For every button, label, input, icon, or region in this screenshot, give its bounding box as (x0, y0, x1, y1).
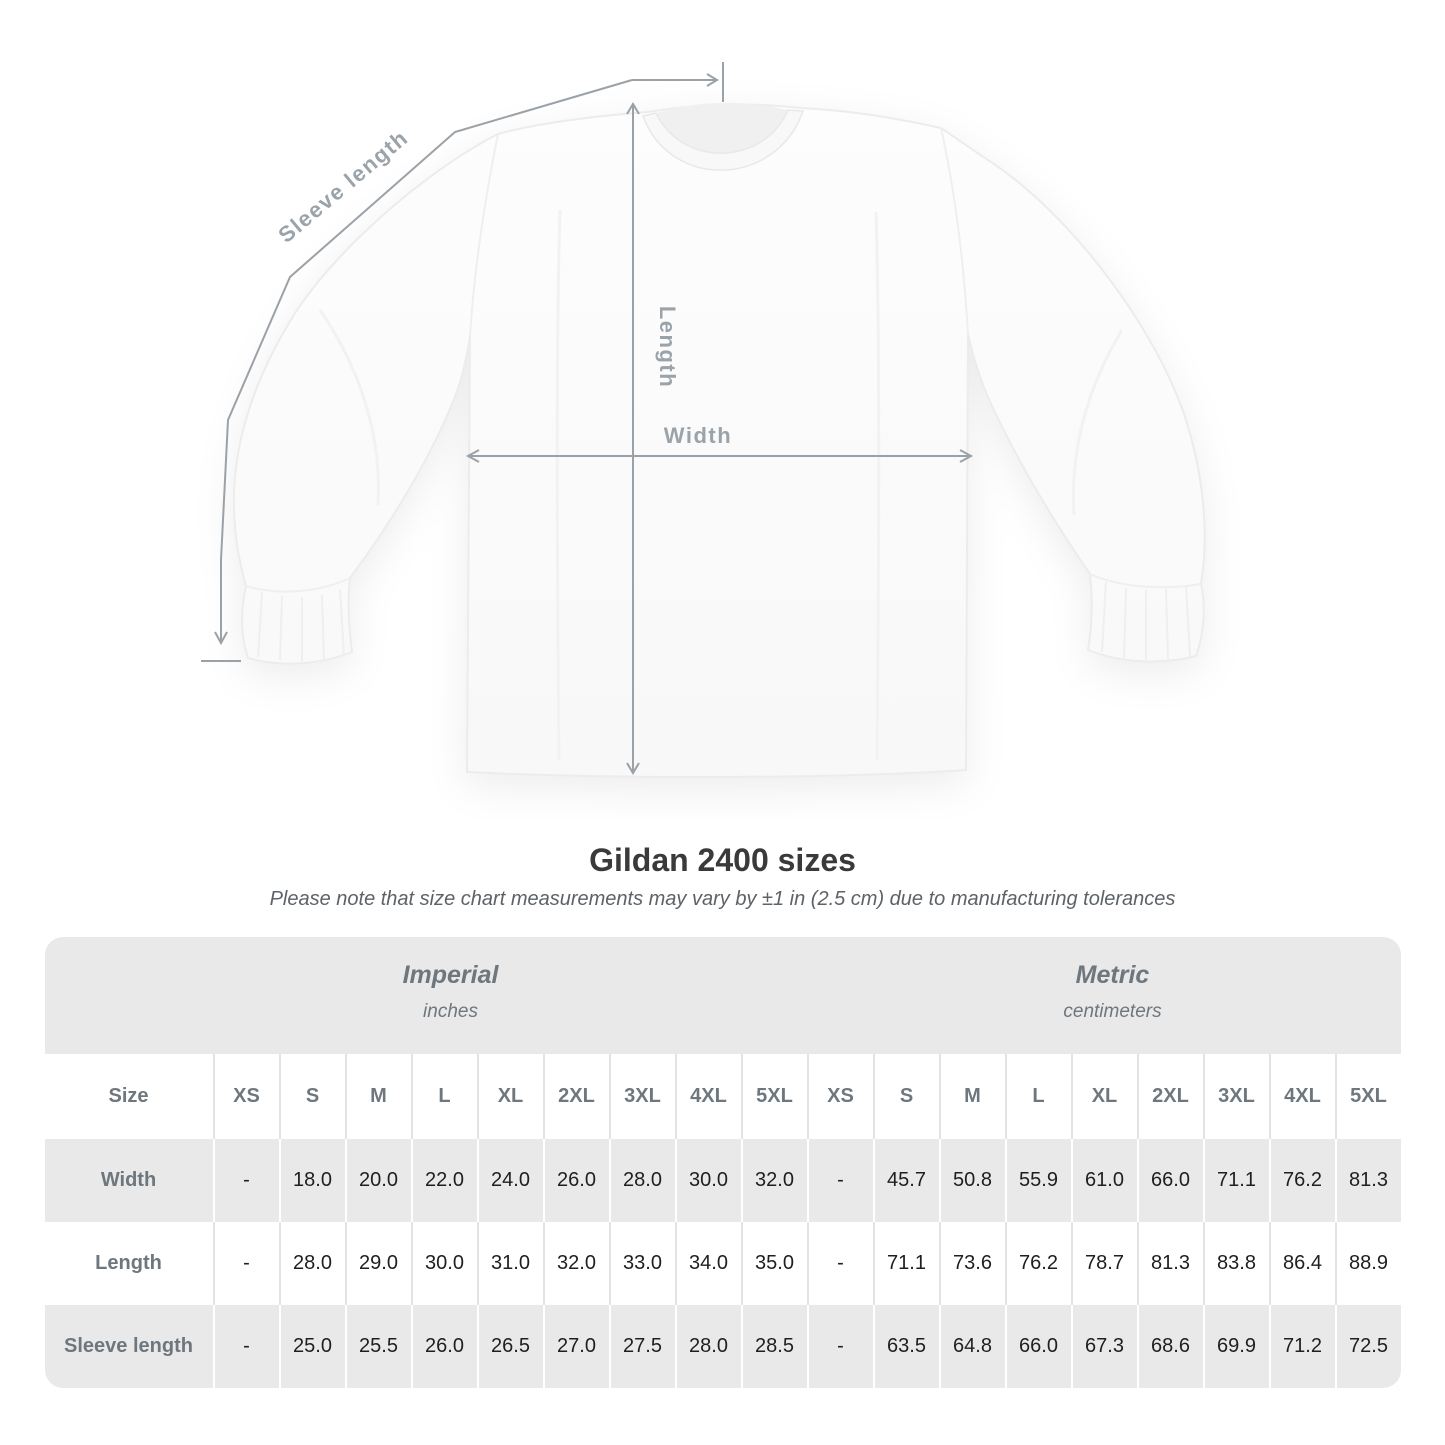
value-cell: 68.6 (1137, 1305, 1203, 1388)
width-label: Width (663, 423, 733, 448)
length-label: Length (655, 305, 680, 389)
value-cell: 78.7 (1071, 1222, 1137, 1305)
size-header-cell: 3XL (609, 1054, 675, 1139)
value-cell: 22.0 (411, 1139, 477, 1222)
value-cell: 66.0 (1005, 1305, 1071, 1388)
length-row (45, 1222, 1401, 1305)
value-cell: 29.0 (345, 1222, 411, 1305)
value-cell: 86.4 (1269, 1222, 1335, 1305)
metric-unit-label: centimeters (1063, 1000, 1162, 1022)
value-cell: 76.2 (1005, 1222, 1071, 1305)
value-cell: 28.0 (609, 1139, 675, 1222)
value-cell: 73.6 (939, 1222, 1005, 1305)
value-cell: 69.9 (1203, 1305, 1269, 1388)
size-header-cell: 4XL (1269, 1054, 1335, 1139)
value-cell: 20.0 (345, 1139, 411, 1222)
value-cell: 27.5 (609, 1305, 675, 1388)
heading (0, 842, 1445, 911)
value-cell: 71.1 (1203, 1139, 1269, 1222)
value-cell: - (807, 1305, 873, 1388)
value-cell: - (213, 1305, 279, 1388)
metric-group-header (1063, 961, 1161, 1023)
value-cell: 26.5 (477, 1305, 543, 1388)
value-cell: 18.0 (279, 1139, 345, 1222)
size-header-cell: 2XL (1137, 1054, 1203, 1139)
value-cell: 76.2 (1269, 1139, 1335, 1222)
size-header-cell: S (873, 1054, 939, 1139)
value-cell: 24.0 (477, 1139, 543, 1222)
value-cell: 35.0 (741, 1222, 807, 1305)
sleeve-length-label: Sleeve length (273, 124, 414, 248)
size-header-row (45, 1054, 1401, 1139)
imperial-unit-label: inches (423, 1000, 478, 1022)
value-cell: 50.8 (939, 1139, 1005, 1222)
value-cell: 31.0 (477, 1222, 543, 1305)
value-cell: 71.2 (1269, 1305, 1335, 1388)
value-cell: 33.0 (609, 1222, 675, 1305)
value-cell: 25.5 (345, 1305, 411, 1388)
size-header-cell: M (345, 1054, 411, 1139)
value-cell: 67.3 (1071, 1305, 1137, 1388)
size-header-cell: 5XL (1335, 1054, 1401, 1139)
value-cell: 45.7 (873, 1139, 939, 1222)
page-subtitle: Please note that size chart measurements may vary by ±1 in (2.5 cm) due to manufacturing tolerances (269, 887, 1176, 910)
metric-label: Metric (1075, 960, 1150, 989)
value-cell: 66.0 (1137, 1139, 1203, 1222)
value-cell: 27.0 (543, 1305, 609, 1388)
size-header-cell: L (411, 1054, 477, 1139)
value-cell: 81.3 (1137, 1222, 1203, 1305)
value-cell: 64.8 (939, 1305, 1005, 1388)
size-header-cell: XL (477, 1054, 543, 1139)
value-cell: 25.0 (279, 1305, 345, 1388)
value-cell: 32.0 (543, 1222, 609, 1305)
value-cell: 28.0 (279, 1222, 345, 1305)
value-cell: - (807, 1139, 873, 1222)
value-cell: 88.9 (1335, 1222, 1401, 1305)
size-header-cell: 5XL (741, 1054, 807, 1139)
value-cell: 30.0 (411, 1222, 477, 1305)
size-table (45, 937, 1401, 1388)
sleeve-length-row (45, 1305, 1401, 1388)
value-cell: - (807, 1222, 873, 1305)
value-cell: 28.5 (741, 1305, 807, 1388)
row-label-width: Width (100, 1168, 157, 1191)
size-header-cell: L (1005, 1054, 1071, 1139)
value-cell: 34.0 (675, 1222, 741, 1305)
row-label-length: Length (95, 1251, 162, 1274)
size-header-cell: 2XL (543, 1054, 609, 1139)
size-header-cell: XS (807, 1054, 873, 1139)
value-cell: 81.3 (1335, 1139, 1401, 1222)
units-band (45, 937, 1401, 1054)
size-header-cell: XL (1071, 1054, 1137, 1139)
page-title: Gildan 2400 sizes (589, 842, 856, 878)
value-cell: - (213, 1139, 279, 1222)
value-cell: - (213, 1222, 279, 1305)
value-cell: 32.0 (741, 1139, 807, 1222)
value-cell: 63.5 (873, 1305, 939, 1388)
size-header-cell: XS (213, 1054, 279, 1139)
size-header-cell: M (939, 1054, 1005, 1139)
size-header-cell: S (279, 1054, 345, 1139)
row-label-sleeve-length: Sleeve length (64, 1334, 193, 1357)
value-cell: 26.0 (543, 1139, 609, 1222)
value-cell: 83.8 (1203, 1222, 1269, 1305)
imperial-group-header (403, 961, 499, 1023)
value-cell: 55.9 (1005, 1139, 1071, 1222)
value-cell: 72.5 (1335, 1305, 1401, 1388)
size-column-header: Size (108, 1084, 149, 1107)
value-cell: 28.0 (675, 1305, 741, 1388)
imperial-label: Imperial (402, 960, 499, 989)
value-cell: 26.0 (411, 1305, 477, 1388)
size-header-cell: 3XL (1203, 1054, 1269, 1139)
value-cell: 30.0 (675, 1139, 741, 1222)
width-row (45, 1139, 1401, 1222)
size-header-cell: 4XL (675, 1054, 741, 1139)
value-cell: 71.1 (873, 1222, 939, 1305)
value-cell: 61.0 (1071, 1139, 1137, 1222)
